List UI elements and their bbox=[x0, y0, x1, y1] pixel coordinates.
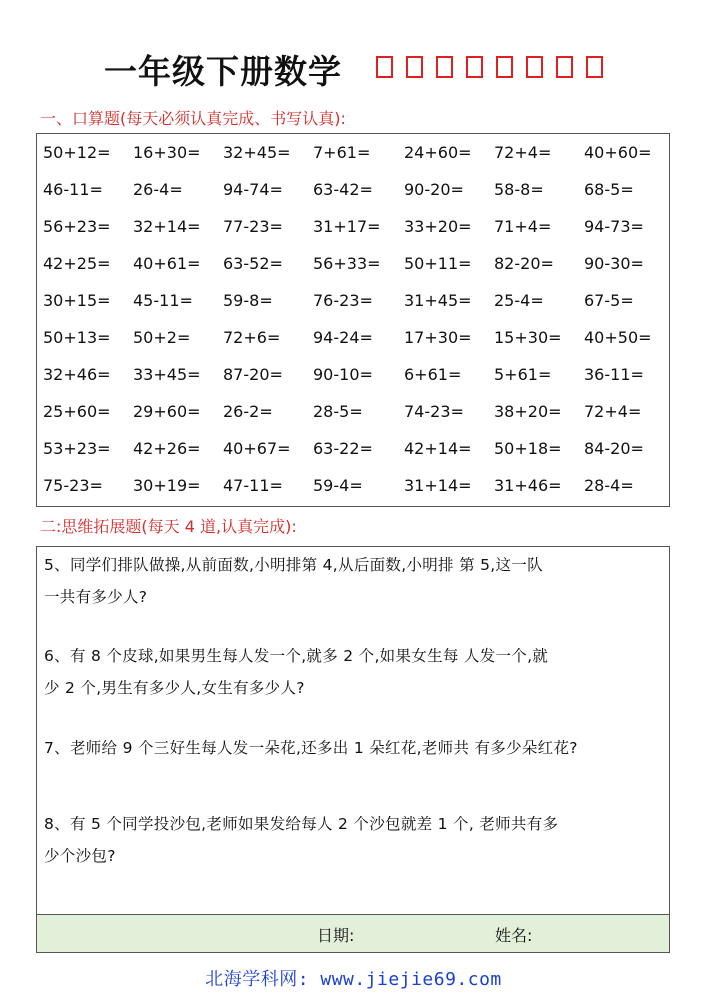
question-line: 5、同学们排队做操,从前面数,小明排第 4,从后面数,小明排 第 5,这一队 bbox=[44, 556, 543, 574]
math-problem: 40+50= bbox=[584, 328, 652, 347]
math-problem: 42+25= bbox=[43, 254, 111, 273]
math-problem: 53+23= bbox=[43, 439, 111, 458]
math-problem: 68-5= bbox=[584, 180, 634, 199]
math-problem: 72+4= bbox=[494, 143, 552, 162]
math-problem: 30+15= bbox=[43, 291, 111, 310]
math-problem: 75-23= bbox=[43, 476, 103, 495]
math-problem: 33+45= bbox=[133, 365, 201, 384]
math-problem: 28-5= bbox=[313, 402, 363, 421]
math-problem: 24+60= bbox=[404, 143, 472, 162]
question-7 bbox=[44, 732, 664, 764]
math-problem: 38+20= bbox=[494, 402, 562, 421]
math-problem: 40+60= bbox=[584, 143, 652, 162]
footer-band bbox=[37, 914, 669, 952]
question-line: 少 2 个,男生有多少人,女生有多少人? bbox=[44, 679, 305, 697]
math-problem: 30+19= bbox=[133, 476, 201, 495]
question-line: 7、老师给 9 个三好生每人发一朵花,还多出 1 朵红花,老师共 有多少朵红花? bbox=[44, 739, 578, 757]
name-label: 姓名: bbox=[495, 926, 533, 945]
math-problem: 31+14= bbox=[404, 476, 472, 495]
math-problem: 29+60= bbox=[133, 402, 201, 421]
grid-row bbox=[37, 180, 669, 217]
math-problem: 63-22= bbox=[313, 439, 373, 458]
math-problem: 47-11= bbox=[223, 476, 283, 495]
math-problem: 36-11= bbox=[584, 365, 644, 384]
word-problems-frame bbox=[36, 546, 670, 953]
math-problem: 33+20= bbox=[404, 217, 472, 236]
math-problem: 67-5= bbox=[584, 291, 634, 310]
math-problem: 50+11= bbox=[404, 254, 472, 273]
title-row bbox=[0, 46, 707, 96]
grid-row bbox=[37, 402, 669, 439]
question-line: 6、有 8 个皮球,如果男生每人发一个,就多 2 个,如果女生每 人发一个,就 bbox=[44, 647, 549, 665]
math-problem: 25-4= bbox=[494, 291, 544, 310]
math-problem: 72+6= bbox=[223, 328, 281, 347]
math-problem: 15+30= bbox=[494, 328, 562, 347]
math-problem: 6+61= bbox=[404, 365, 462, 384]
question-line: 少个沙包? bbox=[44, 847, 116, 865]
grid-row bbox=[37, 365, 669, 402]
math-problem: 90-10= bbox=[313, 365, 373, 384]
page-title: 一年级下册数学 bbox=[104, 52, 342, 91]
math-problem: 40+67= bbox=[223, 439, 291, 458]
math-problem: 94-24= bbox=[313, 328, 373, 347]
math-problem: 42+26= bbox=[133, 439, 201, 458]
question-5 bbox=[44, 549, 664, 613]
question-line: 8、有 5 个同学投沙包,老师如果发给每人 2 个沙包就差 1 个, 老师共有多 bbox=[44, 815, 559, 833]
math-problem: 42+14= bbox=[404, 439, 472, 458]
site-footer[interactable]: 北海学科网: www.jiejie69.com bbox=[205, 969, 502, 990]
math-problem: 50+12= bbox=[43, 143, 111, 162]
grid-row bbox=[37, 439, 669, 476]
math-problem: 74-23= bbox=[404, 402, 464, 421]
math-problem: 58-8= bbox=[494, 180, 544, 199]
math-problem: 50+2= bbox=[133, 328, 191, 347]
blank-box[interactable] bbox=[526, 56, 543, 78]
grid-row bbox=[37, 476, 669, 513]
math-problem: 32+46= bbox=[43, 365, 111, 384]
math-problem: 59-8= bbox=[223, 291, 273, 310]
math-problem: 56+23= bbox=[43, 217, 111, 236]
math-problem: 50+13= bbox=[43, 328, 111, 347]
blank-box[interactable] bbox=[436, 56, 453, 78]
grid-row bbox=[37, 254, 669, 291]
math-problem: 90-20= bbox=[404, 180, 464, 199]
math-problem: 72+4= bbox=[584, 402, 642, 421]
name-boxes bbox=[376, 56, 603, 78]
math-problem: 45-11= bbox=[133, 291, 193, 310]
math-problem: 16+30= bbox=[133, 143, 201, 162]
blank-box[interactable] bbox=[466, 56, 483, 78]
math-problem: 32+45= bbox=[223, 143, 291, 162]
section1-heading: 一、口算题(每天必须认真完成、书写认真): bbox=[40, 109, 346, 128]
mental-math-grid bbox=[36, 133, 670, 507]
math-problem: 59-4= bbox=[313, 476, 363, 495]
grid-row bbox=[37, 143, 669, 180]
math-problem: 94-73= bbox=[584, 217, 644, 236]
blank-box[interactable] bbox=[556, 56, 573, 78]
math-problem: 7+61= bbox=[313, 143, 371, 162]
math-problem: 26-2= bbox=[223, 402, 273, 421]
math-problem: 31+17= bbox=[313, 217, 381, 236]
math-problem: 87-20= bbox=[223, 365, 283, 384]
math-problem: 63-42= bbox=[313, 180, 373, 199]
math-problem: 26-4= bbox=[133, 180, 183, 199]
math-problem: 76-23= bbox=[313, 291, 373, 310]
math-problem: 82-20= bbox=[494, 254, 554, 273]
blank-box[interactable] bbox=[376, 56, 393, 78]
grid-row bbox=[37, 217, 669, 254]
question-8 bbox=[44, 808, 664, 872]
math-problem: 46-11= bbox=[43, 180, 103, 199]
math-problem: 31+45= bbox=[404, 291, 472, 310]
math-problem: 56+33= bbox=[313, 254, 381, 273]
math-problem: 17+30= bbox=[404, 328, 472, 347]
math-problem: 94-74= bbox=[223, 180, 283, 199]
question-line: 一共有多少人? bbox=[44, 588, 148, 606]
blank-box[interactable] bbox=[406, 56, 423, 78]
date-label: 日期: bbox=[317, 926, 355, 945]
math-problem: 71+4= bbox=[494, 217, 552, 236]
blank-box[interactable] bbox=[496, 56, 513, 78]
math-problem: 28-4= bbox=[584, 476, 634, 495]
math-problem: 84-20= bbox=[584, 439, 644, 458]
grid-row bbox=[37, 328, 669, 365]
math-problem: 77-23= bbox=[223, 217, 283, 236]
math-problem: 31+46= bbox=[494, 476, 562, 495]
blank-box[interactable] bbox=[586, 56, 603, 78]
math-problem: 50+18= bbox=[494, 439, 562, 458]
math-problem: 32+14= bbox=[133, 217, 201, 236]
math-problem: 25+60= bbox=[43, 402, 111, 421]
math-problem: 40+61= bbox=[133, 254, 201, 273]
math-problem: 90-30= bbox=[584, 254, 644, 273]
grid-row bbox=[37, 291, 669, 328]
section2-heading: 二:思维拓展题(每天 4 道,认真完成): bbox=[40, 517, 297, 536]
math-problem: 5+61= bbox=[494, 365, 552, 384]
math-problem: 63-52= bbox=[223, 254, 283, 273]
question-6 bbox=[44, 640, 664, 704]
